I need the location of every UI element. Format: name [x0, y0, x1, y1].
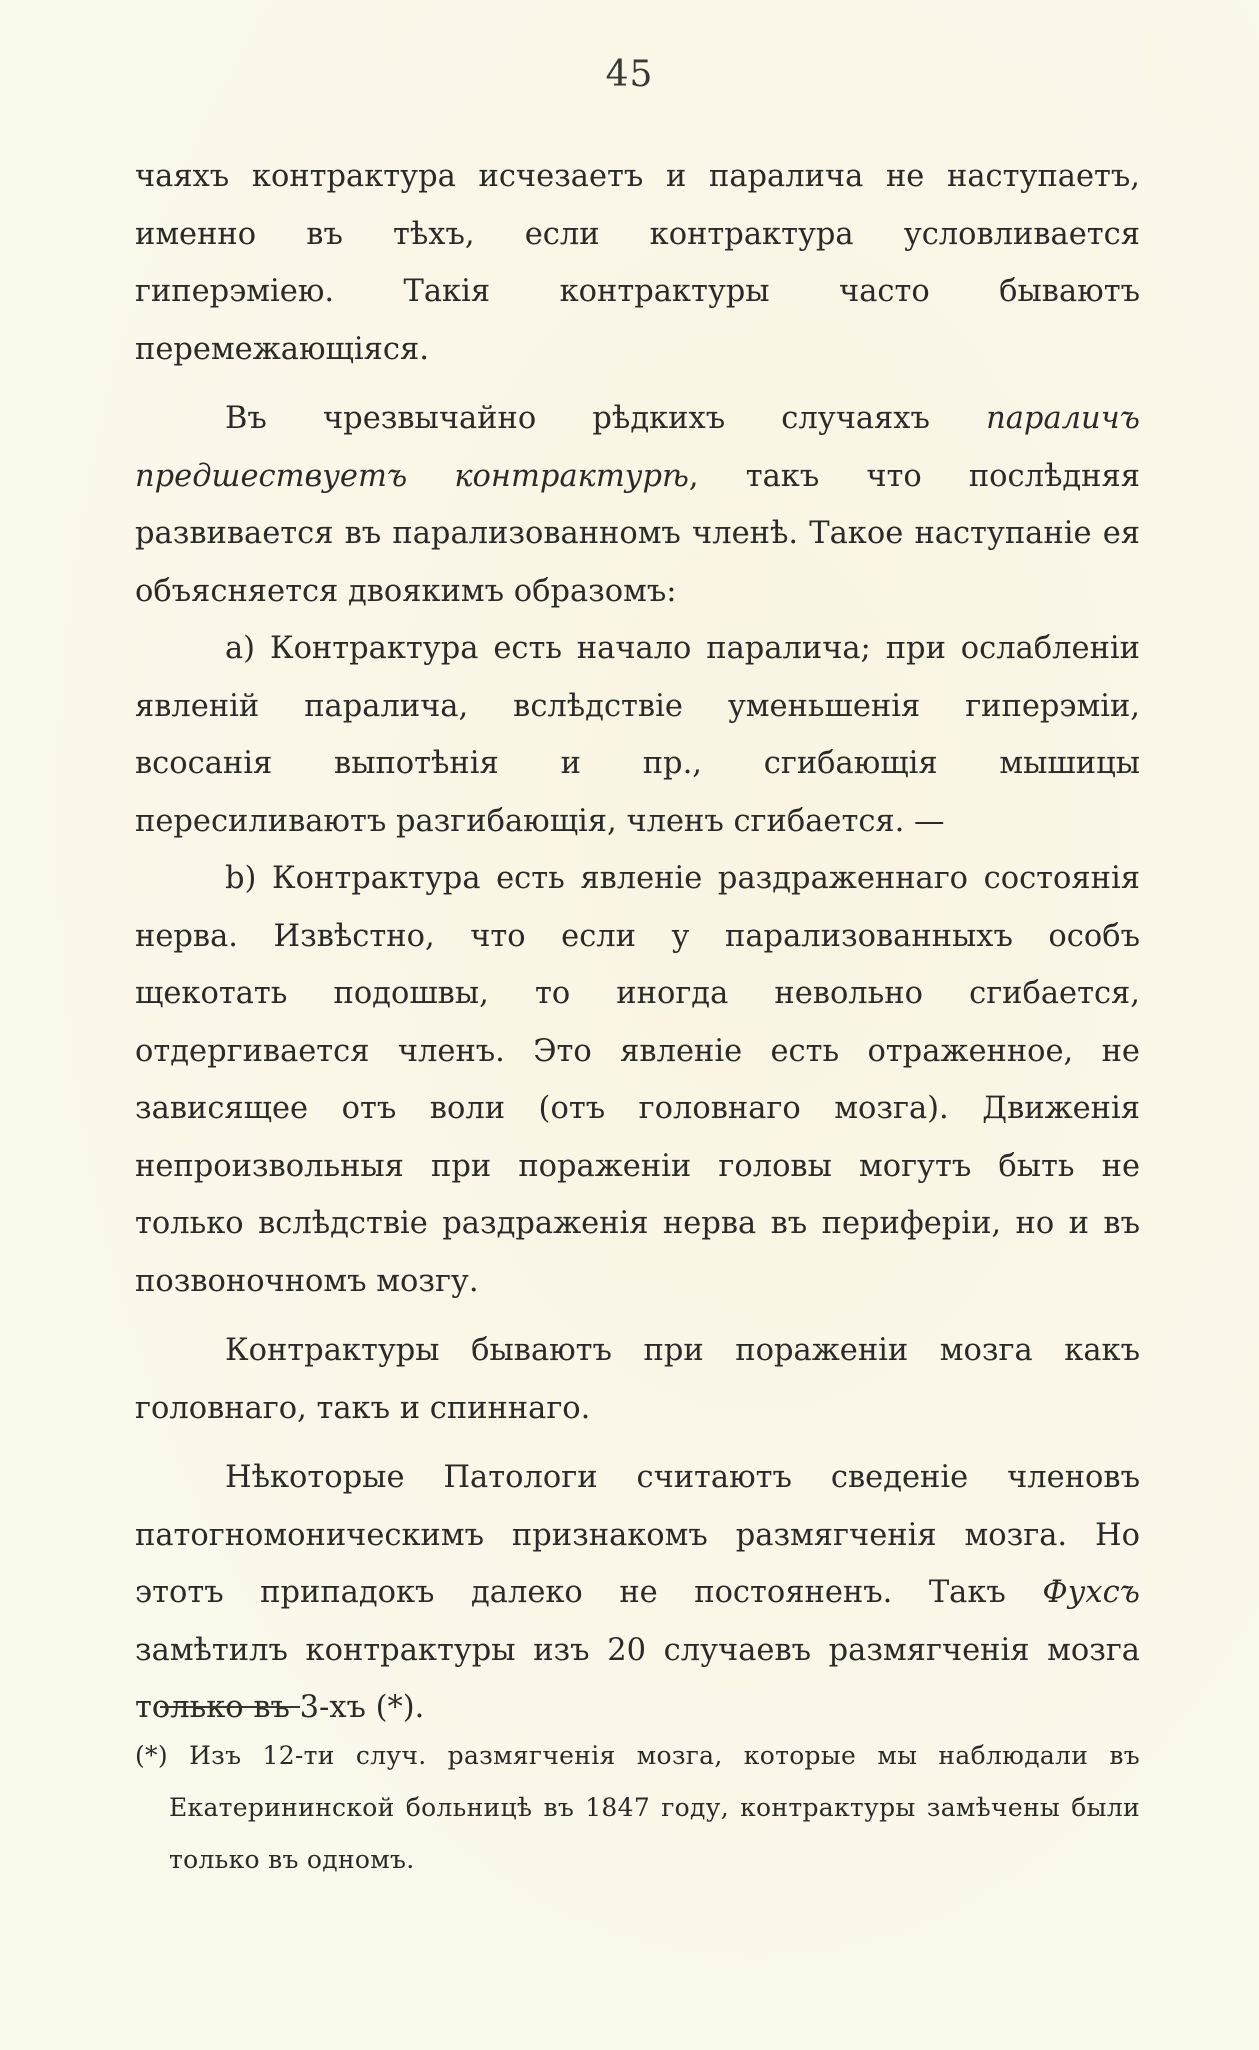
paragraph-5: Контрактуры бываютъ при пораженіи мозга какъ головнаго, такъ и спиннаго. [135, 1333, 1140, 1426]
paragraph-6-rest: замѣтилъ контрактуры изъ 20 случаевъ размягченія мозга только въ 3-хъ (*). [135, 1632, 1140, 1725]
paragraph-2-italic: параличъ предшествуетъ контрактурѣ [135, 401, 1140, 494]
paragraph-2-lead: Въ чрезвычайно рѣдкихъ случаяхъ [225, 401, 987, 436]
paragraph-2-rest: , такъ что послѣдняя развивается въ парализованномъ членѣ. Такое наступаніе ея объясняется двоякимъ образомъ: [135, 458, 1140, 609]
paragraph-6-italic: Фухсъ [1042, 1575, 1140, 1610]
paragraph-1: чаяхъ контрактура исчезаетъ и паралича не наступаетъ, именно въ тѣхъ, если контрактура условливается гиперэміею. Такія контрактуры часто бываютъ перемежающіяся. [135, 159, 1140, 367]
paragraph-4: b) Контрактура есть явленіе раздраженнаго состоянія нерва. Извѣстно, что если у парализованныхъ особъ щекотать подошвы, то иногда невольно сгибается, отдергивается членъ. Это явленіе есть отраженное, не зависящее отъ воли (отъ головнаго мозга). Движенія непроизвольныя при пораженіи головы могутъ быть не только вслѣдствіе раздраженія нерва въ периферіи, но и въ позвоночномъ мозгу. [135, 861, 1140, 1299]
paragraph-2 [135, 390, 1140, 620]
main-text [135, 148, 1140, 1737]
paragraph-6 [135, 1449, 1140, 1737]
footnote [135, 1730, 1140, 1886]
paragraph-3: a) Контрактура есть начало паралича; при ослабленіи явленій паралича, вслѣдствіе уменьшенія гиперэміи, всосанія выпотѣнія и пр., сгибающія мышицы пересиливаютъ разгибающія, членъ сгибается. — [135, 631, 1140, 839]
footnote-divider [160, 1706, 300, 1708]
page-number: 45 [605, 54, 654, 95]
footnote-text: (*) Изъ 12-ти случ. размягченія мозга, которые мы наблюдали въ Екатерининской больницѣ въ 1847 году, контрактуры замѣчены были только въ одномъ. [135, 1741, 1140, 1874]
paragraph-6-lead: Нѣкоторые Патологи считаютъ сведеніе членовъ патогномоническимъ признакомъ размягченія мозга. Но этотъ припадокъ далеко не постояненъ. Такъ [135, 1460, 1140, 1610]
